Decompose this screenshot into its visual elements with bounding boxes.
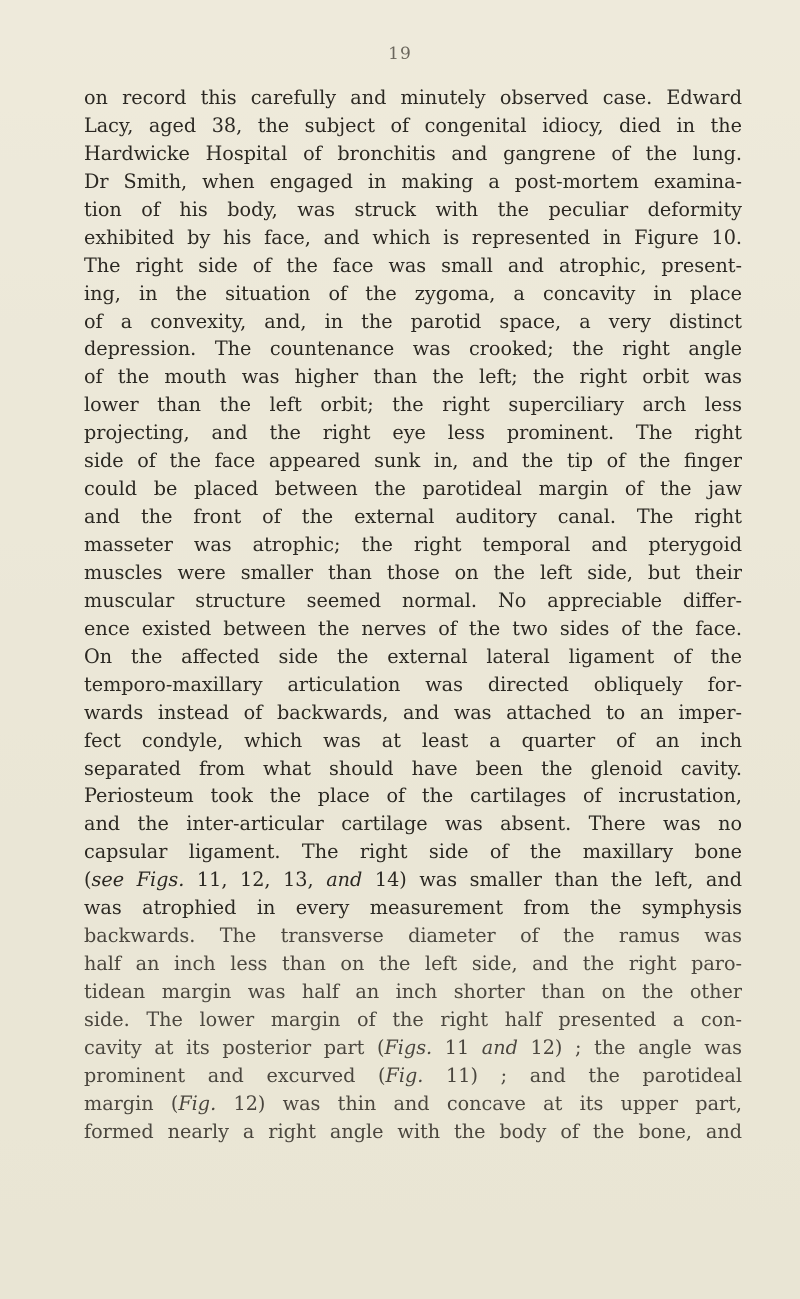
text-segment: 12) ; the angle was — [517, 1035, 742, 1059]
text-line — [84, 196, 742, 224]
body-text — [84, 84, 742, 1146]
text-line — [84, 168, 742, 196]
text-line — [84, 1034, 742, 1062]
text-line — [84, 838, 742, 866]
text-line — [84, 280, 742, 308]
text-segment: Periosteum took the place of the cartilages of incrustation, — [84, 784, 742, 808]
text-segment: 11, 12, 13, — [184, 868, 327, 892]
text-segment: was atrophied in every measurement from the symphysis — [84, 896, 742, 920]
text-segment: exhibited by his face, and which is represented in Figure 10. — [84, 225, 742, 249]
text-segment: cavity at its posterior part ( — [84, 1035, 385, 1059]
text-line — [84, 335, 742, 363]
text-segment: of the mouth was higher than the left; the right orbit was — [84, 365, 742, 389]
text-line — [84, 559, 742, 587]
text-segment: tion of his body, was struck with the peculiar deformity — [84, 197, 742, 221]
text-line — [84, 447, 742, 475]
text-segment: wards instead of backwards, and was attached to an imper- — [84, 700, 742, 724]
text-segment: formed nearly a right angle with the body of the bone, and — [84, 1119, 742, 1143]
text-line — [84, 1090, 742, 1118]
text-line — [84, 978, 742, 1006]
text-segment: separated from what should have been the glenoid cavity. — [84, 756, 742, 780]
text-segment-italic: Fig. — [385, 1063, 424, 1087]
text-line — [84, 252, 742, 280]
text-segment-italic: Fig. — [178, 1091, 217, 1115]
text-line — [84, 866, 742, 894]
text-line — [84, 810, 742, 838]
text-segment: tidean margin was half an inch shorter than on the other — [84, 980, 742, 1003]
text-segment: projecting, and the right eye less prominent. The right — [84, 421, 742, 445]
text-line — [84, 894, 742, 922]
text-segment: could be placed between the parotideal margin of the jaw — [84, 477, 742, 501]
text-line — [84, 531, 742, 559]
text-line — [84, 84, 742, 112]
text-segment: On the affected side the external lateral ligament of the — [84, 644, 742, 668]
text-segment: muscular structure seemed normal. No appreciable differ- — [84, 588, 742, 612]
text-segment-italic: Figs. — [384, 1035, 433, 1059]
text-segment: side. The lower margin of the right half presented a con- — [84, 1007, 742, 1031]
text-segment: Hardwicke Hospital of bronchitis and gangrene of the lung. — [84, 141, 742, 165]
text-segment: 14) was smaller than the left, and — [362, 868, 742, 892]
text-segment: depression. The countenance was crooked; the right angle — [84, 337, 742, 361]
text-line — [84, 587, 742, 615]
text-segment: capsular ligament. The right side of the maxillary bone — [84, 840, 742, 864]
text-line — [84, 475, 742, 503]
text-line — [84, 363, 742, 391]
text-line — [84, 419, 742, 447]
text-segment-italic: and — [481, 1035, 518, 1059]
text-line — [84, 1006, 742, 1034]
text-segment: prominent and excurved ( — [84, 1063, 386, 1087]
text-segment-italic: see Figs. — [91, 868, 185, 892]
text-segment: half an inch less than on the left side, and the right paro- — [84, 952, 742, 976]
text-segment: masseter was atrophic; the right temporal and pterygoid — [84, 533, 742, 556]
text-line — [84, 308, 742, 336]
text-segment: and the inter-articular cartilage was absent. There was no — [84, 812, 742, 836]
text-segment: on record this carefully and minutely observed case. Edward — [84, 86, 742, 109]
text-line — [84, 782, 742, 810]
text-line — [84, 1118, 742, 1146]
text-segment: ence existed between the nerves of the two sides of the face. — [84, 616, 742, 640]
text-line — [84, 112, 742, 140]
text-segment: and the front of the external auditory canal. The right — [84, 505, 742, 529]
text-segment: margin ( — [84, 1091, 179, 1115]
page-number: 19 — [388, 44, 412, 64]
text-segment: 11) ; and the parotideal — [423, 1063, 742, 1087]
text-line — [84, 950, 742, 978]
text-segment: ( — [84, 868, 92, 892]
text-line — [84, 671, 742, 699]
text-segment: 12) was thin and concave at its upper part, — [216, 1091, 742, 1115]
text-segment: fect condyle, which was at least a quarter of an inch — [84, 728, 742, 752]
text-segment: muscles were smaller than those on the left side, but their — [84, 560, 742, 584]
text-line — [84, 727, 742, 755]
text-line — [84, 391, 742, 419]
text-segment: temporo-maxillary articulation was directed obliquely for- — [84, 672, 742, 696]
text-line — [84, 755, 742, 783]
text-line — [84, 503, 742, 531]
text-line — [84, 224, 742, 252]
text-segment: lower than the left orbit; the right superciliary arch less — [84, 393, 742, 417]
text-line — [84, 922, 742, 950]
text-segment: ing, in the situation of the zygoma, a concavity in place — [84, 281, 742, 305]
text-line — [84, 643, 742, 671]
text-segment-italic: and — [326, 868, 363, 892]
text-line — [84, 615, 742, 643]
text-segment: Lacy, aged 38, the subject of congenital idiocy, died in the — [84, 113, 742, 137]
text-segment: Dr Smith, when engaged in making a post-mortem examina- — [84, 169, 742, 193]
text-segment: backwards. The transverse diameter of the ramus was — [84, 924, 742, 948]
text-segment: 11 — [432, 1035, 482, 1059]
text-segment: of a convexity, and, in the parotid space, a very distinct — [84, 309, 742, 333]
text-line — [84, 1062, 742, 1090]
text-line — [84, 699, 742, 727]
text-segment: The right side of the face was small and atrophic, present- — [84, 253, 742, 277]
text-segment: side of the face appeared sunk in, and the tip of the finger — [84, 449, 742, 473]
text-line — [84, 140, 742, 168]
